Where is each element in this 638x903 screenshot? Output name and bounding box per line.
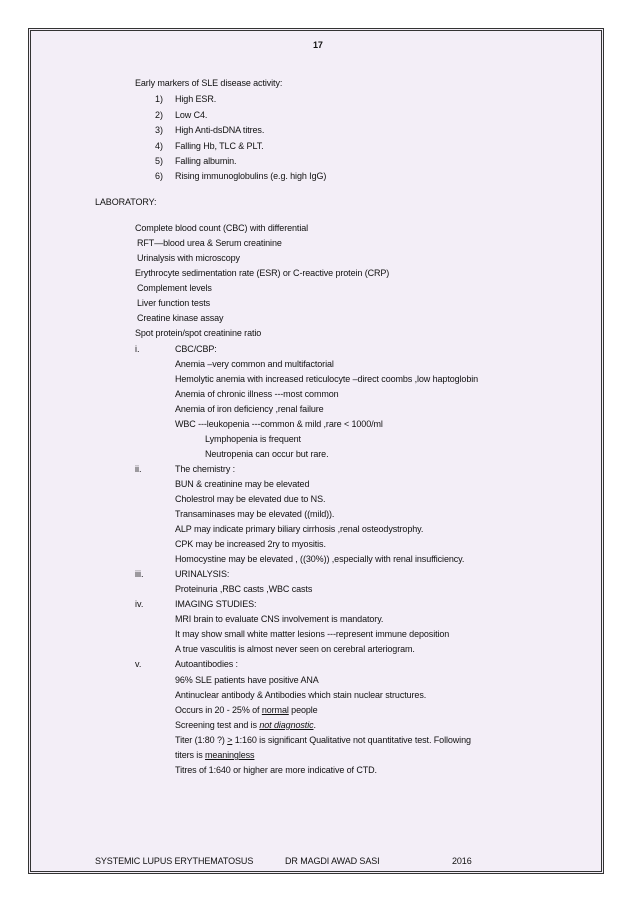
text-run: . (313, 720, 316, 730)
cbc-line: Anemia of iron deficiency ,renal failure (175, 404, 324, 414)
autoantibodies-line (175, 720, 316, 731)
text-run: people (288, 705, 318, 715)
marker-num: 2) (155, 110, 164, 120)
chemistry-line: CPK may be increased 2ry to myositis. (175, 539, 326, 549)
section-num: iii. (135, 569, 144, 579)
imaging-line: MRI brain to evaluate CNS involvement is mandatory. (175, 614, 384, 624)
chemistry-line: Transaminases may be elevated ((mild)). (175, 509, 335, 519)
marker-num: 4) (155, 141, 164, 151)
autoantibodies-line (175, 750, 254, 761)
underlined-word: meaningless (205, 750, 255, 760)
cbc-heading: CBC/CBP: (175, 344, 217, 354)
lab-test-item: RFT—blood urea & Serum creatinine (137, 238, 282, 248)
lab-test-item: Spot protein/spot creatinine ratio (135, 328, 262, 338)
autoantibodies-line (175, 735, 471, 746)
chemistry-heading: The chemistry : (175, 464, 236, 474)
autoantibodies-heading: Autoantibodies : (175, 659, 238, 669)
cbc-sub-line: Lymphopenia is frequent (205, 434, 301, 444)
footer-title: SYSTEMIC LUPUS ERYTHEMATOSUS (95, 856, 254, 866)
footer-author: DR MAGDI AWAD SASI (285, 856, 380, 866)
marker-item: High Anti-dsDNA titres. (175, 125, 265, 135)
underlined-word: normal (261, 705, 289, 715)
cbc-sub-line: Neutropenia can occur but rare. (205, 449, 329, 459)
chemistry-line: ALP may indicate primary biliary cirrhosis ,renal osteodystrophy. (175, 524, 424, 534)
autoantibodies-line: 96% SLE patients have positive ANA (175, 675, 319, 685)
text-run: Screening test and is (175, 720, 260, 730)
marker-item: Low C4. (175, 110, 208, 120)
autoantibodies-line: Antinuclear antibody & Antibodies which stain nuclear structures. (175, 690, 427, 700)
marker-num: 5) (155, 156, 164, 166)
section-num: iv. (135, 599, 144, 609)
lab-test-item: Erythrocyte sedimentation rate (ESR) or C-reactive protein (CRP) (135, 268, 390, 278)
footer-year: 2016 (452, 856, 472, 866)
section-num: ii. (135, 464, 142, 474)
lab-test-item: Creatine kinase assay (137, 313, 224, 323)
cbc-line: WBC ---leukopenia ---common & mild ,rare < 1000/ml (175, 419, 383, 429)
text-run: 1:160 is significant Qualitative not quantitative test. Following (232, 735, 471, 745)
section-num: i. (135, 344, 140, 354)
underlined-symbol: > (227, 735, 233, 745)
chemistry-line: BUN & creatinine may be elevated (175, 479, 310, 489)
lab-test-item: Complement levels (137, 283, 212, 293)
marker-num: 3) (155, 125, 164, 135)
emphasized-phrase: not diagnostic (259, 720, 314, 730)
marker-num: 6) (155, 171, 164, 181)
cbc-line: Anemia of chronic illness ---most common (175, 389, 339, 399)
urinalysis-heading: URINALYSIS: (175, 569, 230, 579)
text-run: Titer (1:80 ?) (175, 735, 228, 745)
marker-item: Falling albumin. (175, 156, 237, 166)
cbc-line: Hemolytic anemia with increased reticulocyte –direct coombs ,low haptoglobin (175, 374, 479, 384)
cbc-line: Anemia –very common and multifactorial (175, 359, 334, 369)
text-run: Occurs in 20 - 25% of (175, 705, 262, 715)
imaging-line: A true vasculitis is almost never seen on cerebral arteriogram. (175, 644, 415, 654)
marker-num: 1) (155, 94, 164, 104)
lab-test-item: Urinalysis with microscopy (137, 253, 240, 263)
imaging-heading: IMAGING STUDIES: (175, 599, 257, 609)
marker-item: High ESR. (175, 94, 217, 104)
lab-test-item: Liver function tests (137, 298, 211, 308)
laboratory-heading: LABORATORY: (95, 197, 157, 207)
text-run: titers is (175, 750, 206, 760)
chemistry-line: Cholestrol may be elevated due to NS. (175, 494, 326, 504)
early-markers-heading: Early markers of SLE disease activity: (135, 78, 283, 88)
autoantibodies-line: Titres of 1:640 or higher are more indicative of CTD. (175, 765, 377, 775)
page-number: 17 (313, 40, 323, 50)
marker-item: Rising immunoglobulins (e.g. high IgG) (175, 171, 327, 181)
marker-item: Falling Hb, TLC & PLT. (175, 141, 264, 151)
imaging-line: It may show small white matter lesions ---represent immune deposition (175, 629, 450, 639)
urinalysis-line: Proteinuria ,RBC casts ,WBC casts (175, 584, 313, 594)
chemistry-line: Homocystine may be elevated , ((30%)) ,especially with renal insufficiency. (175, 554, 465, 564)
section-num: v. (135, 659, 142, 669)
lab-test-item: Complete blood count (CBC) with differential (135, 223, 309, 233)
autoantibodies-line (175, 705, 318, 716)
